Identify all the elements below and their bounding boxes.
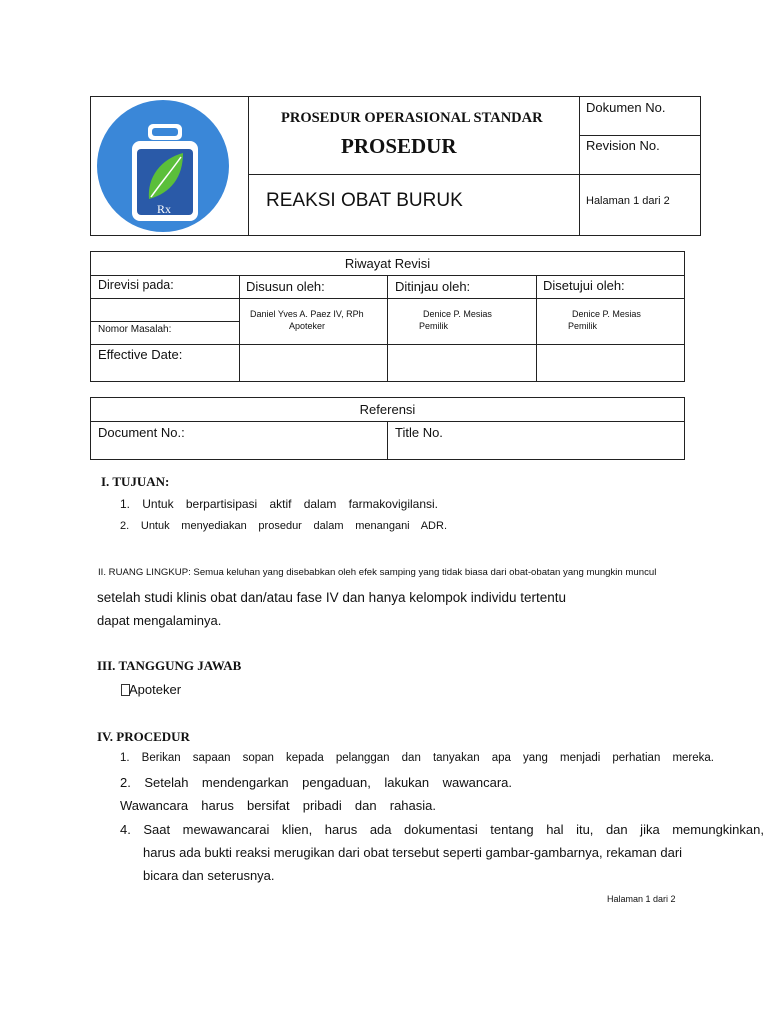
title-no-label: Title No. xyxy=(395,425,443,440)
halaman-cell xyxy=(579,174,700,235)
procedur-heading: IV. PROCEDUR xyxy=(97,729,190,744)
reference-table xyxy=(90,397,685,460)
col-approved-label: Disetujui oleh: xyxy=(543,278,625,293)
doc-type: PROSEDUR xyxy=(341,134,457,158)
halaman-label: Halaman 1 dari 2 xyxy=(586,195,670,207)
document-no-label: Document No.: xyxy=(98,425,185,440)
dokumen-no-label: Dokumen No. xyxy=(586,100,666,115)
approved-name: Denice P. Mesias xyxy=(572,309,641,319)
col-prepared-label: Disusun oleh: xyxy=(246,279,325,294)
tanggung-jawab-heading: III. TANGGUNG JAWAB xyxy=(97,658,242,673)
issue-no-label: Nomor Masalah: xyxy=(98,324,172,335)
approved-role: Pemilik xyxy=(568,321,598,331)
logo-rx-text: Rx xyxy=(157,202,172,216)
prepared-name: Daniel Yves A. Paez IV, RPh xyxy=(250,309,364,319)
revision-no-cell xyxy=(579,135,700,175)
procedur-item-2: 2. Setelah mendengarkan pengaduan, lakukan wawancara. xyxy=(120,775,512,790)
org-title: PROSEDUR OPERASIONAL STANDAR xyxy=(281,110,543,126)
tujuan-item-2: 2. Untuk menyediakan prosedur dalam menangani ADR. xyxy=(120,520,447,532)
procedur-item-4-line-3: bicara dan seterusnya. xyxy=(143,868,275,883)
procedur-item-1: 1. Berikan sapaan sopan kepada pelanggan dan tanyakan apa yang menjadi perhatian mereka. xyxy=(120,752,714,764)
doc-title-cell xyxy=(248,174,580,235)
effective-date-label: Effective Date: xyxy=(98,347,183,362)
dokumen-no-cell xyxy=(579,97,700,136)
procedur-item-4-line-2: harus ada bukti reaksi merugikan dari obat tersebut seperti gambar-gambarnya, rekaman dari xyxy=(143,845,683,860)
revision-history-table xyxy=(90,251,685,382)
ruang-lingkup-line-3: dapat mengalaminya. xyxy=(97,613,222,628)
title-cell xyxy=(248,97,580,175)
logo-cell xyxy=(91,97,249,235)
page-number: Halaman 1 dari 2 xyxy=(607,894,676,904)
reviewed-role: Pemilik xyxy=(419,321,449,331)
tujuan-heading: I. TUJUAN: xyxy=(101,474,170,489)
tanggung-jawab-item: Apoteker xyxy=(129,682,182,697)
procedur-item-4-line-1: 4. Saat mewawancarai klien, harus ada dokumentasi tentang hal itu, dan jika memungkinkan, xyxy=(120,822,764,837)
ruang-lingkup-line-1: II. RUANG LINGKUP: Semua keluhan yang disebabkan oleh efek samping yang tidak biasa dari obat-obatan yang mungkin muncul xyxy=(98,567,657,578)
ruang-lingkup-line-2: setelah studi klinis obat dan/atau fase IV dan hanya kelompok individu tertentu xyxy=(97,590,567,605)
reviewed-name: Denice P. Mesias xyxy=(423,309,492,319)
revision-table-title: Riwayat Revisi xyxy=(344,256,431,271)
procedur-item-2b: Wawancara harus bersifat pribadi dan rahasia. xyxy=(120,798,436,813)
tujuan-item-1: 1. Untuk berpartisipasi aktif dalam farmakovigilansi. xyxy=(120,497,438,511)
document-header-table xyxy=(90,96,701,236)
revision-no-label: Revision No. xyxy=(586,138,660,153)
col-reviewed-label: Ditinjau oleh: xyxy=(395,279,471,294)
col-revised-label: Direvisi pada: xyxy=(98,278,174,292)
doc-title: REAKSI OBAT BURUK xyxy=(266,190,463,211)
reference-table-title: Referensi xyxy=(359,402,416,417)
prepared-role: Apoteker xyxy=(289,321,326,331)
pharmacy-logo-icon xyxy=(91,97,248,235)
